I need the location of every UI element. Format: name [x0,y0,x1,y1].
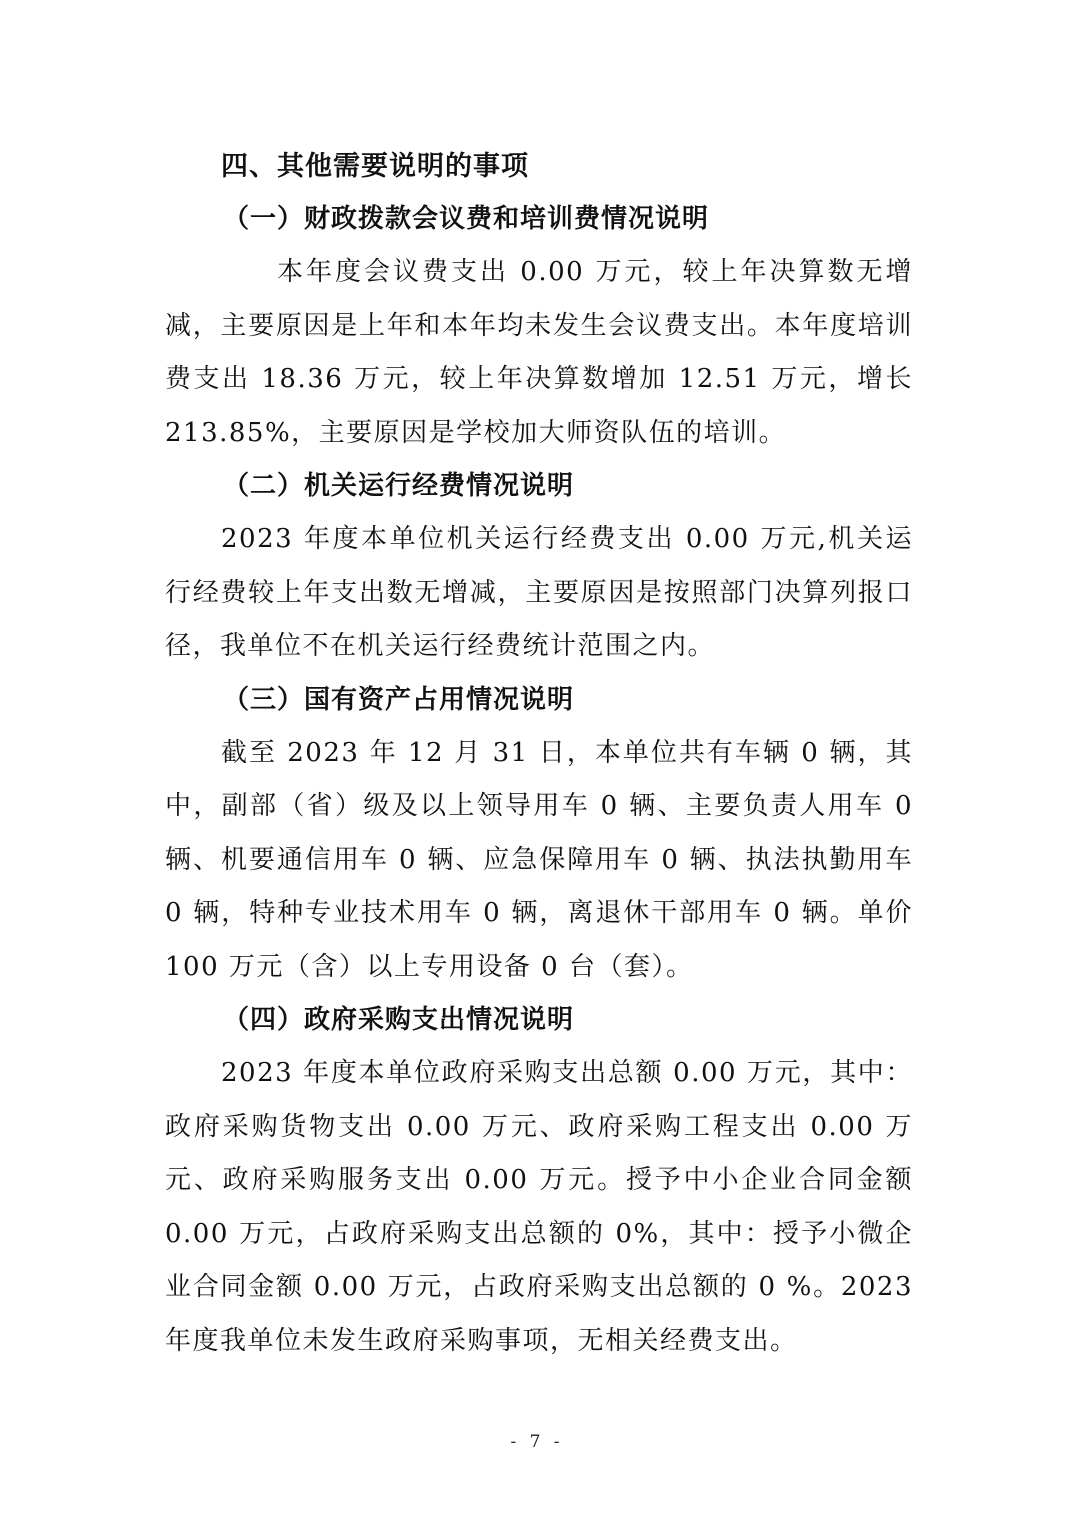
paragraph-meeting-training: 本年度会议费支出 0.00 万元，较上年决算数无增减，主要原因是上年和本年均未发生会议费支出。本年度培训费支出 18.36 万元，较上年决算数增加 12.51 万元，增长213.85%，主要原因是学校加大师资队伍的培训。 [165,257,913,448]
section-heading: 四、其他需要说明的事项 [221,151,529,182]
document-page [165,140,913,1368]
paragraph-state-assets: 截至 2023 年 12 月 31 日，本单位共有车辆 0 辆，其中，副部（省）级及以上领导用车 0 辆、主要负责人用车 0 辆、机要通信用车 0 辆、应急保障用车 0 辆、执法执勤用车 0 辆，特种专业技术用车 0 辆，离退休干部用车 0 辆。单价 100 万元（含）以上专用设备 0 台（套）。 [165,737,913,982]
paragraph-operating-expenses: 2023 年度本单位机关运行经费支出 0.00 万元,机关运行经费较上年支出数无增减，主要原因是按照部门决算列报口径，我单位不在机关运行经费统计范围之内。 [165,524,913,661]
subsection-heading-operating-expenses: （二）机关运行经费情况说明 [223,471,575,501]
paragraph-procurement: 2023 年度本单位政府采购支出总额 0.00 万元，其中：政府采购货物支出 0.00 万元、政府采购工程支出 0.00 万元、政府采购服务支出 0.00 万元。授予中小企业合同金额 0.00 万元，占政府采购支出总额的 0%，其中：授予小微企业合同金额 0.00 万元，占政府采购支出总额的 0 %。2023 年度我单位未发生政府采购事项，无相关经费支出。 [165,1058,913,1356]
page-number: - 7 - [510,1432,564,1452]
subsection-heading-meeting-training: （一）财政拨款会议费和培训费情况说明 [223,204,710,234]
subsection-heading-state-assets: （三）国有资产占用情况说明 [223,684,575,715]
subsection-heading-procurement: （四）政府采购支出情况说明 [223,1005,575,1035]
